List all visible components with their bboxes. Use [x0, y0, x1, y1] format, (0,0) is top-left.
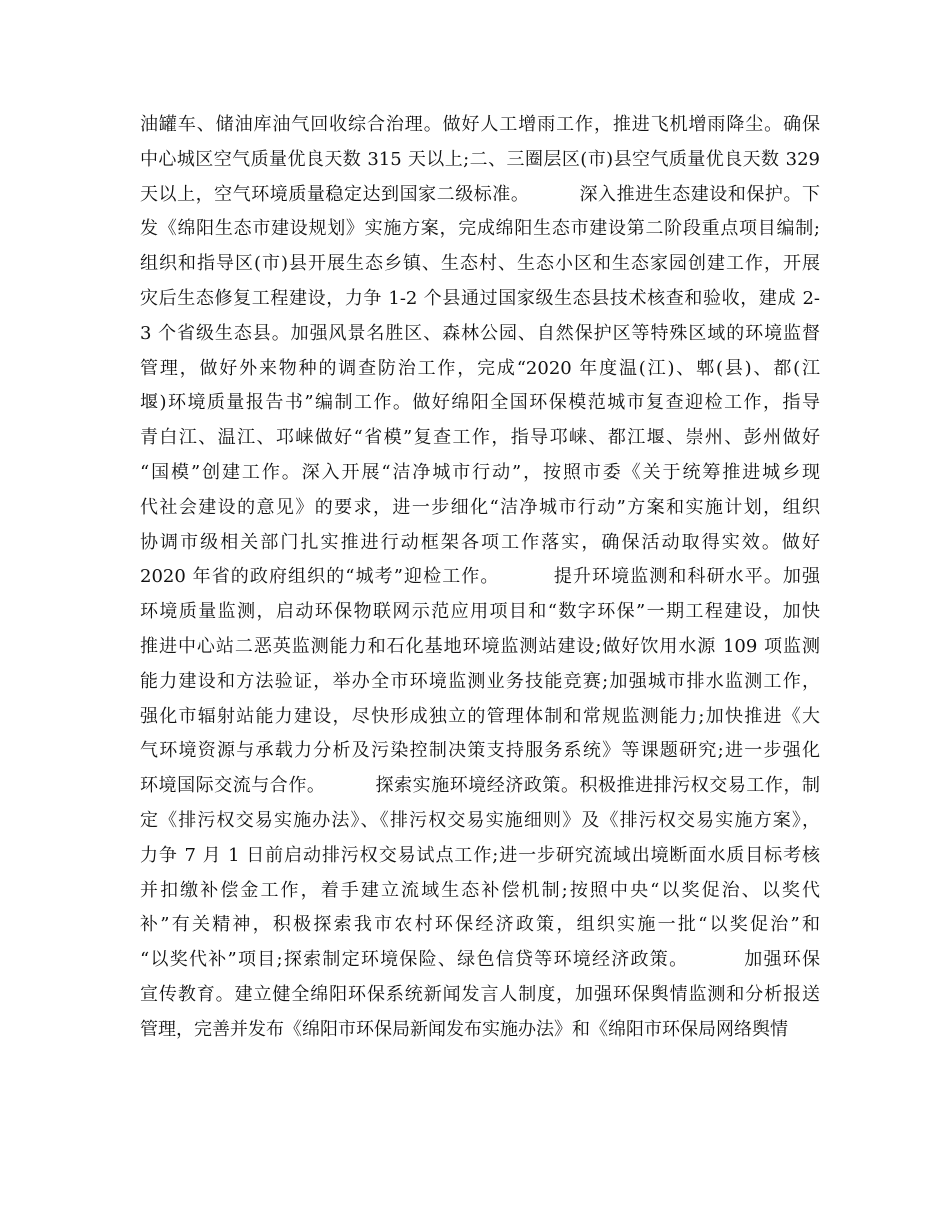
text-line-15: 环境质量监测，启动环保物联网示范应用项目和“数字环保”一期工程建设，加快: [140, 601, 820, 623]
text-line-2: 中心城区空气质量优良天数 315 天以上;二、三圈层区(市)县空气质量优良天数 329: [140, 148, 820, 170]
text-line-26: 宣传教育。建立健全绵阳环保系统新闻发言人制度，加强环保舆情监测和分析报送: [140, 983, 820, 1005]
text-line-8: 管理，做好外来物种的调查防治工作，完成“2020 年度温(江)、郫(县)、都(江: [140, 357, 820, 379]
text-line-11: “国模”创建工作。深入开展“洁净城市行动”，按照市委《关于统筹推进城乡现: [140, 461, 820, 483]
text-line-20: 环境国际交流与合作。 探索实施环境经济政策。积极推进排污权交易工作，制: [140, 775, 820, 797]
text-line-16: 推进中心站二恶英监测能力和石化基地环境监测站建设;做好饮用水源 109 项监测: [140, 635, 820, 657]
text-line-1: 油罐车、储油库油气回收综合治理。做好人工增雨工作，推进飞机增雨降尘。确保: [140, 114, 820, 135]
text-line-6: 灾后生态修复工程建设，力争 1-2 个县通过国家级生态县技术核查和验收，建成 2-: [140, 287, 820, 309]
text-line-22: 力争 7 月 1 日前启动排污权交易试点工作;进一步研究流域出境断面水质目标考核: [140, 844, 820, 866]
text-line-21: 定《排污权交易实施办法》、《排污权交易实施细则》及《排污权交易实施方案》，: [140, 809, 820, 831]
text-line-4: 发《绵阳生态市建设规划》实施方案，完成绵阳生态市建设第二阶段重点项目编制;: [140, 218, 820, 240]
body-text: [140, 108, 820, 1048]
text-line-12: 代社会建设的意见》的要求，进一步细化“洁净城市行动”方案和实施计划，组织: [140, 496, 820, 518]
text-line-13: 协调市级相关部门扎实推进行动框架各项工作落实，确保活动取得实效。做好: [140, 531, 820, 553]
text-line-10: 青白江、温江、邛崃做好“省模”复查工作，指导邛崃、都江堰、崇州、彭州做好: [140, 427, 820, 449]
text-line-17: 能力建设和方法验证，举办全市环境监测业务技能竞赛;加强城市排水监测工作，: [140, 670, 820, 692]
text-line-3: 天以上，空气环境质量稳定达到国家二级标准。 深入推进生态建设和保护。下: [140, 183, 820, 205]
text-line-7: 3 个省级生态县。加强风景名胜区、森林公园、自然保护区等特殊区域的环境监督: [140, 322, 820, 344]
text-line-19: 气环境资源与承载力分析及污染控制决策支持服务系统》等课题研究;进一步强化: [140, 740, 820, 762]
text-line-25: “以奖代补”项目;探索制定环境保险、绿色信贷等环境经济政策。 加强环保: [140, 949, 820, 971]
text-line-24: 补”有关精神，积极探索我市农村环保经济政策，组织实施一批“以奖促治”和: [140, 914, 820, 936]
text-line-14: 2020 年省的政府组织的“城考”迎检工作。 提升环境监测和科研水平。加强: [140, 566, 820, 588]
text-line-18: 强化市辐射站能力建设，尽快形成独立的管理体制和常规监测能力;加快推进《大: [140, 705, 820, 727]
text-line-5: 组织和指导区(市)县开展生态乡镇、生态村、生态小区和生态家园创建工作，开展: [140, 253, 820, 275]
text-line-23: 并扣缴补偿金工作，着手建立流域生态补偿机制;按照中央“以奖促治、以奖代: [140, 879, 820, 901]
text-line-9: 堰)环境质量报告书”编制工作。做好绵阳全国环保模范城市复查迎检工作，指导: [140, 392, 820, 414]
text-line-27: 管理，完善并发布《绵阳市环保局新闻发布实施办法》和《绵阳市环保局网络舆情: [140, 1018, 788, 1040]
